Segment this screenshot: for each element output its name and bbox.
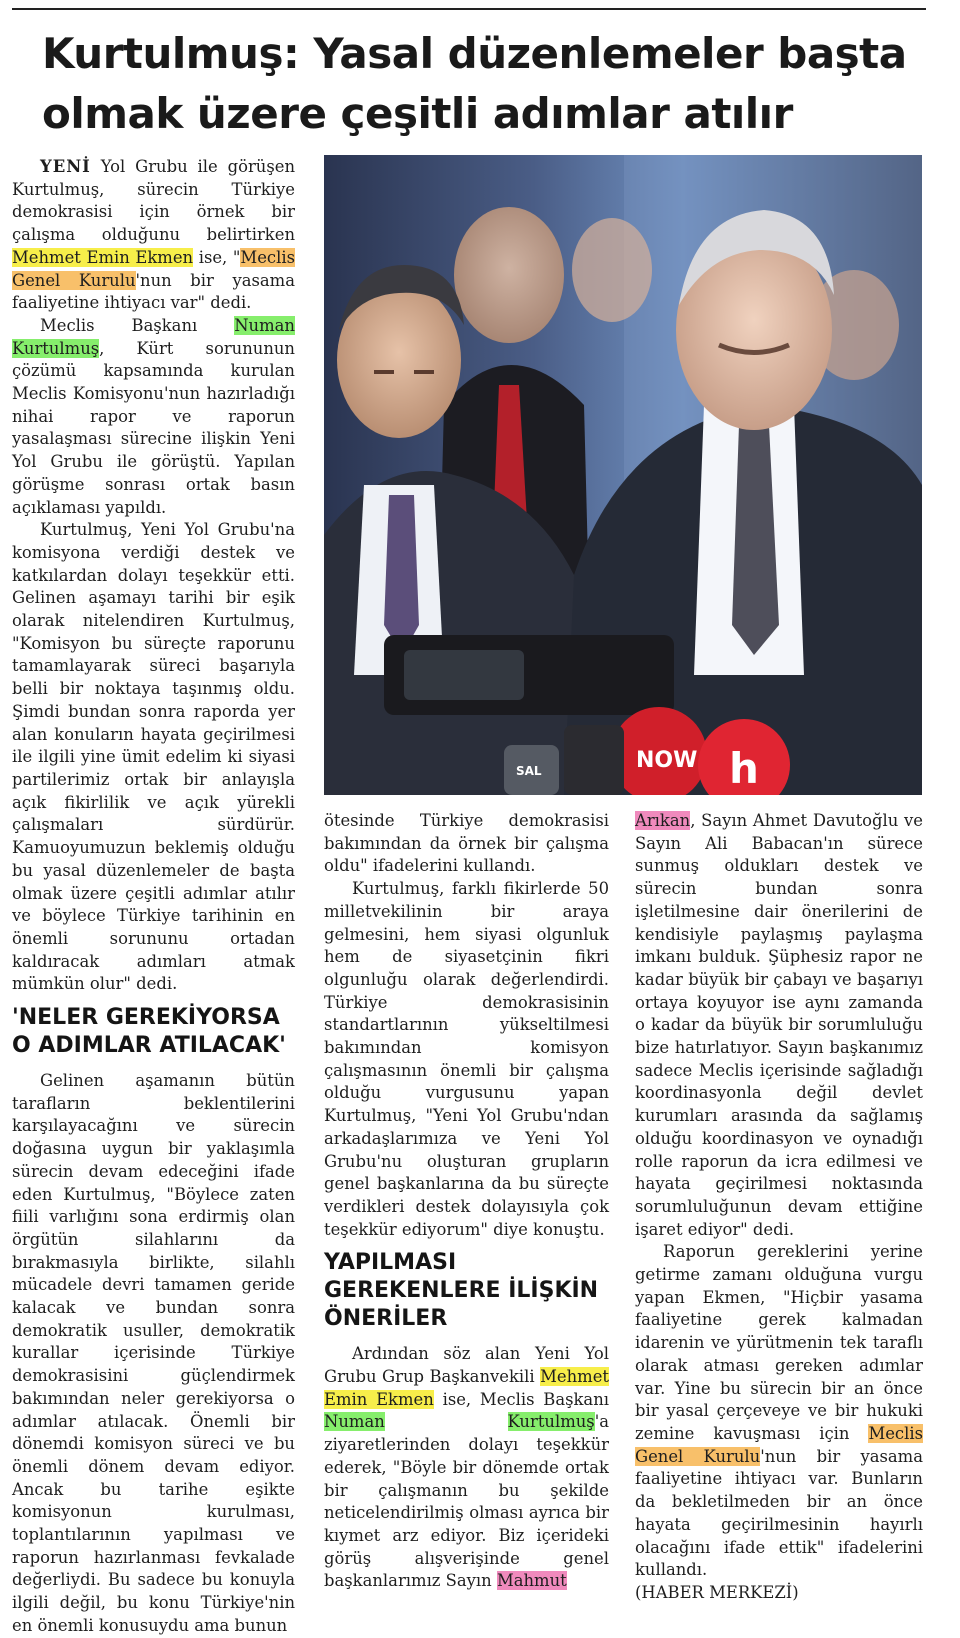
paragraph bbox=[324, 1343, 609, 1593]
top-rule bbox=[12, 8, 926, 10]
news-photo bbox=[324, 155, 922, 795]
highlight-name: Mehmet Emin Ekmen bbox=[324, 1367, 609, 1409]
highlight-name: Numan bbox=[324, 1412, 385, 1432]
paragraph: ötesinde Türkiye demokrasisi bakımından da örnek bir çalışma oldu" ifadelerini kullandı. bbox=[324, 811, 609, 876]
mic-logo-sal: SAL bbox=[516, 764, 542, 778]
paragraph bbox=[635, 1241, 923, 1582]
text-run bbox=[385, 1412, 508, 1431]
highlight-institution: Meclis Genel Kurulu bbox=[12, 247, 295, 290]
text-run: 'a ziyaretlerinden dolayı teşekkür ederek, "Böyle bir dönemde ortak bir çalışmanın bu şekilde neticelendirilmiş olması ayrıca bir kıymet arz ediyor. Biz içerideki görüş alışverişinde genel başkanlarımız Sayın bbox=[324, 1412, 609, 1591]
text-run: ise, Meclis Başkanı bbox=[433, 1389, 610, 1409]
highlight-name: Mehmet Emin Ekmen bbox=[12, 247, 194, 267]
text-run: Yol Grubu ile görüşen Kurtulmuş, sürecin Türkiye demokrasisi için örnek bir çalışma olduğunu belirtirken bbox=[12, 157, 295, 245]
paragraph: Gelinen aşamanın bütün tarafların beklentilerini karşılayacağını ve sürecin doğasına uygun bir yaklaşımla sürecin devam edeceğini ifade eden Kurtulmuş, "Böylece zaten fiili varlığını sona erdirmiş olan örgütün silahlarını da bırakmasıyla birlikte, silahlı mücadele devri tamamen geride kalacak ve bundan sonra demokratik usuller, demokratik kurallar içerisinde Türkiye demokrasisini güçlendirmek bakımından neler gerekiyorsa o adımlar atılacak. Önemli bir dönemdi komisyon süreci ve bu önemli dönem devam ediyor. Ancak bu tarihe eşikte komisyonun kurulması, toplantılarının yapılması ve raporun hazırlanması fevkalade değerliydi. Bu sadece bu konuyla ilgili değil, bu konu Türkiye'nin en önemli konusuydu ama bunun bbox=[12, 1071, 295, 1635]
text-run: ise, " bbox=[193, 247, 241, 267]
paragraph bbox=[12, 156, 295, 315]
text-run: 'nun bir yasama faaliyetine ihtiyacı var" dedi. bbox=[12, 270, 295, 313]
highlight-name: Mahmut bbox=[496, 1571, 567, 1591]
mic-logo-now: NOW bbox=[636, 748, 698, 773]
column-2 bbox=[324, 810, 609, 1593]
text-run: , Sayın Ahmet Davutoğlu ve Sayın Ali Babacan'ın sürece sunmuş oldukları destek ve sürecin bundan sonra işletilmesine dair önerilerini de kendisiyle paylaşmış paylaşma imkanı bulduk. Şüphesiz rapor ne kadar büyük bir çabayı ve başarıyı ortaya koyuyor ise aynı zamanda o kadar da büyük bir sorumluluğu bize hatırlatıyor. Sayın başkanımız sadece Meclis içerisinde sağladığı koordinasyonla değil devlet kurumları arasında da sağlamış olduğu koordinasyon ve oynadığı rolle raporun da icra edilmesi ve hayata geçirilmesi noktasında sorumluluğunun devam ettiğine işaret ediyor" dedi. bbox=[635, 811, 923, 1239]
text-run: , Kürt sorununun çözümü kapsamında kurulan Meclis Komisyonu'nun hazırladığı nihai rapor ve raporun yasalaşması sürecine ilişkin Yeni Yol Grubu ile görüştü. Yapılan görüşme sonrası ortak basın açıklaması yapıldı. bbox=[12, 338, 295, 517]
photo-illustration bbox=[324, 155, 922, 795]
text-run: Raporun gereklerini yerine getirme zamanı olduğuna vurgu yapan Ekmen, "Hiçbir yasama faaliyetine gerek kalmadan idarenin ve yürütmenin tek taraflı olarak atması gereken adımlar var. Yine bu sürecin bir an önce bir yasal çerçeveye ve bir hukuki zemine kavuşması için bbox=[635, 1242, 923, 1443]
paragraph bbox=[635, 810, 923, 1241]
highlight-name: Kurtulmuş bbox=[507, 1412, 595, 1432]
lead-word: YENİ bbox=[40, 157, 91, 176]
highlight-institution: Meclis Genel Kurulu bbox=[635, 1423, 923, 1466]
subheading: YAPILMASI GEREKENLERE İLİŞKİN ÖNERİLER bbox=[324, 1250, 599, 1332]
subheading: 'NELER GEREKİYORSA O ADIMLAR ATILACAK' bbox=[12, 1005, 286, 1059]
mic-logo-h: h bbox=[729, 744, 759, 793]
text-run: Ardından söz alan Yeni Yol Grubu Grup Başkanvekili bbox=[324, 1344, 609, 1387]
highlight-name: Arıkan bbox=[635, 811, 691, 830]
paragraph: Kurtulmuş, Yeni Yol Grubu'na komisyona verdiği destek ve katkılardan dolayı teşekkür etti. Gelinen aşamayı tarihi bir eşik olarak nitelendiren Kurtulmuş, "Komisyon bu süreçte raporunu tamamlayarak süreci başarıyla belli bir noktaya taşınmış oldu. Şimdi bundan sonra raporda yer alan konuların hayata geçirilmesi ile ilgili yine ümit edelim ki siyasi partilerimiz ortak bir anlayışla açık fikirlilik ve açık yürekli çalışmaları sürdürür. Kamuoyumuzun beklemiş olduğu bu yasal düzenlemeler de başta olmak üzere çeşitli adımlar atılır ve böylece Türkiye tarihinin en önemli sorununu ortadan kaldıracak adımları atmak mümkün olur" dedi. bbox=[12, 520, 295, 994]
column-1 bbox=[12, 156, 295, 1638]
paragraph: Kurtulmuş, farklı fikirlerde 50 milletvekilinin bir araya gelmesini, hem siyasi olgunluk hem de siyasetçinin fikri olgunluğu olarak değerlendirdi. Türkiye demokrasisinin standartlarının yükseltilmesi bakımından komisyon çalışmasının önemli bir çalışma olduğu vurgusunu yapan Kurtulmuş, "Yeni Yol Grubu'ndan arkadaşlarımıza ve Yeni Yol Grubu'nu oluşturan grupların genel başkanlarına da bu süreçte verdikleri destek dolayısıyla çok teşekkür ediyorum" diye konuştu. bbox=[324, 879, 609, 1239]
byline: (HABER MERKEZİ) bbox=[635, 1582, 799, 1602]
column-3 bbox=[635, 810, 923, 1605]
text-run: 'nun bir yasama faaliyetine ihtiyacı var. Bunların da bekletilmeden bir an önce hayata geçirilmesinin hayırlı olacağını ifade ettik" ifadelerini kullandı. bbox=[635, 1446, 923, 1580]
paragraph bbox=[12, 315, 295, 519]
headline: Kurtulmuş: Yasal düzenlemeler başta olmak üzere çeşitli adımlar atılır bbox=[42, 29, 907, 138]
highlight-name: Numan Kurtulmuş bbox=[12, 315, 295, 358]
text-run: Meclis Başkanı bbox=[40, 315, 235, 335]
